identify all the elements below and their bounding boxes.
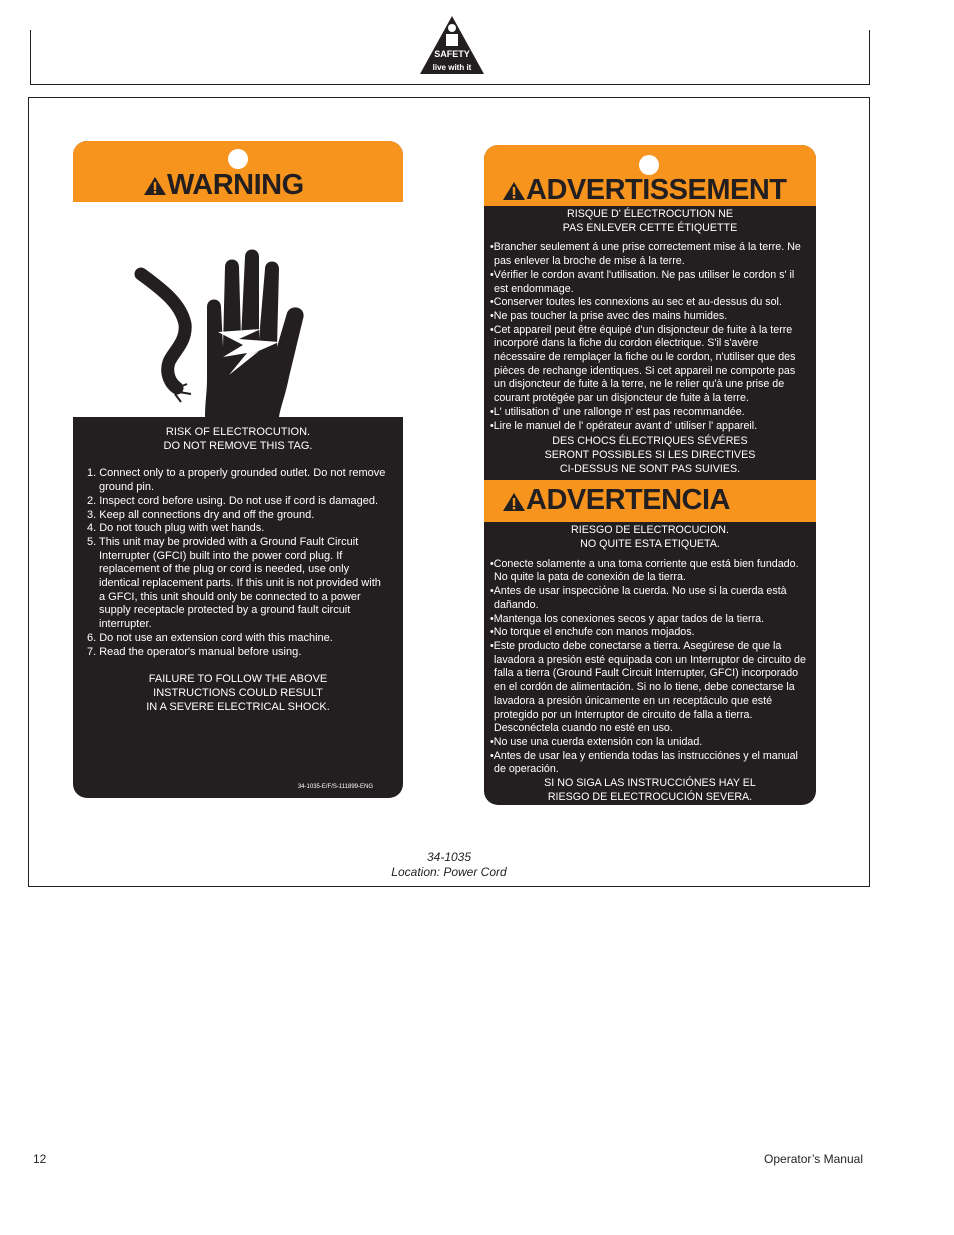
advertencia-title: ADVERTENCIA — [526, 484, 730, 517]
list-item: •Brancher seulement á une prise correctement mise á la terre. Ne pas enlever la broche de mise á la terre. — [490, 241, 801, 268]
warning-body — [73, 417, 403, 714]
list-item: •Conserver toutes les connexions au sec et au-dessus du sol. — [490, 296, 782, 309]
spanish-intro — [490, 524, 810, 551]
spanish-body — [484, 522, 816, 804]
warning-intro — [87, 426, 389, 453]
french-intro-line: PAS ENLEVER CETTE ÉTIQUETTE — [562, 221, 738, 234]
warning-closing-line: IN A SEVERE ELECTRICAL SHOCK. — [146, 700, 330, 713]
advertissement-header-band — [484, 145, 816, 206]
list-item: •Vérifier le cordon avant l'utilisation. Ne pas utiliser le cordon s' il est endommage. — [490, 268, 795, 295]
tag-hole — [228, 149, 248, 169]
warning-intro-line: RISK OF ELECTROCUTION. — [165, 426, 311, 438]
french-closing-line: DES CHOCS ÉLECTRIQUES SÉVÉRES — [552, 435, 748, 448]
list-item: •Conecte solamente a una toma corriente que está bien fundado. No quite la pata de conexión de la tierra. — [490, 557, 799, 584]
warning-closing-line: INSTRUCTIONS COULD RESULT — [153, 686, 323, 699]
french-closing-line: SERONT POSSIBLES SI LES DIRECTIVES — [544, 448, 756, 461]
list-item: •L' utilisation d' une rallonge n' est pas recommandée. — [490, 405, 745, 418]
figure-location: Location: Power Cord — [391, 865, 507, 879]
spanish-closing-line: SI NO SIGA LAS INSTRUCCIÓNES HAY EL — [544, 777, 756, 790]
french-closing-line: CI-DESSUS NE SONT PAS SUIVIES. — [559, 462, 741, 475]
french-closing — [490, 435, 810, 476]
page-number: 12 — [33, 1152, 47, 1166]
list-item: 4. Do not touch plug with wet hands. — [87, 522, 265, 535]
warning-triangle-icon — [502, 181, 526, 201]
safety-logo-icon — [418, 14, 486, 76]
safety-logo-tagline: live with it — [432, 63, 472, 72]
warning-title-row — [143, 169, 304, 202]
warning-closing-line: FAILURE TO FOLLOW THE ABOVE — [148, 673, 328, 686]
spanish-closing-line: RIESGO DE ELECTROCUCIÓN SEVERA. — [547, 790, 753, 803]
french-body — [484, 206, 816, 476]
spanish-intro-line: RIESGO DE ELECTROCUCION. — [571, 524, 729, 537]
french-intro — [490, 208, 810, 235]
tag-hole — [639, 155, 659, 175]
list-item: •No use una cuerda extensión con la unidad. — [490, 735, 703, 748]
advertencia-title-row — [502, 484, 730, 517]
spanish-closing — [490, 777, 810, 804]
list-item: •Este producto debe conectarse a tierra. Asegúrese de que la lavadora a presión esté equipada con un Interruptor de circuito de falla a tierra (Ground Fault Circuit Interrupter, GFCI) incorporado en el cordón de alimentación. Si no lo tiene, debe conectarse la lavadora a presión únicamente en un receptáculo que esté protegido por un Interruptor de circuito de falla a tierra. Desconéctela cuando no esté en uso. — [490, 639, 806, 735]
list-item: •No torque el enchufe con manos mojados. — [490, 626, 695, 639]
warning-tag — [73, 141, 403, 798]
spanish-intro-line: NO QUITE ESTA ETIQUETA. — [580, 538, 720, 551]
list-item: •Lire le manuel de l' opérateur avant d' utiliser l' appareil. — [490, 419, 758, 432]
advertissement-title: ADVERTISSEMENT — [526, 174, 787, 206]
list-item: 1. Connect only to a properly grounded outlet. Do not remove ground pin. — [87, 467, 386, 494]
warning-triangle-icon — [143, 176, 167, 196]
warning-instructions — [87, 467, 389, 659]
spanish-instructions — [490, 558, 810, 777]
warning-triangle-icon — [502, 492, 526, 512]
header-rule-bottom — [30, 84, 870, 85]
list-item: 5. This unit may be provided with a Ground Fault Circuit Interrupter (GFCI) built into the power cord plug. If replacement of the plug or cord is needed, use only identical replacement parts. If this unit is not provided with a GFCI, this unit should only be connected to a power supply receptacle protected by a ground fault circuit interrupter. — [87, 535, 381, 631]
electrocution-pictogram — [73, 202, 403, 417]
electrocution-hand-icon — [73, 202, 403, 417]
safety-logo-text: SAFETY — [434, 49, 470, 59]
french-intro-line: RISQUE D' ÉLECTROCUTION NE — [567, 208, 733, 220]
header-rule-left — [30, 30, 31, 84]
advertencia-header-band — [484, 480, 816, 522]
bilingual-tag — [484, 145, 816, 805]
warning-closing — [87, 673, 389, 714]
list-item: 3. Keep all connections dry and off the ground. — [87, 508, 315, 521]
list-item: •Antes de usar inspecciόne la cuerda. No use si la cuerda està dañando. — [490, 585, 787, 611]
list-item: 7. Read the operator's manual before using. — [87, 645, 302, 658]
list-item: 6. Do not use an extension cord with this machine. — [87, 631, 333, 644]
figure-part-number: 34-1035 — [426, 850, 472, 864]
advertissement-title-row — [502, 174, 786, 207]
list-item: •Cet appareil peut être équipé d'un disjoncteur de fuite à la terre incorporé dans la fiche du cordon électrique. S'il s'avère nécessaire de remplaçer la fiche ou le cordon, n'utiliser que des pièces de rechange identiques. Si cet appareil ne comporte pas un disjoncteur de fuite à la terre, ne le relier qu'à une prise de courant protégée par un disjoncteur de fuite à la terre. — [490, 323, 796, 405]
warning-intro-line: DO NOT REMOVE THIS TAG. — [163, 439, 313, 452]
warning-title: WARNING — [167, 169, 304, 201]
list-item: •Antes de usar lea y entienda todas las instrucciónes y el manual de operación. — [490, 749, 798, 776]
list-item: 2. Inspect cord before using. Do not use if cord is damaged. — [87, 494, 379, 507]
list-item: •Ne pas toucher la prise avec des mains humides. — [490, 309, 728, 322]
list-item: •Mantenga los conexiones secos y apar tados de la tierra. — [490, 612, 765, 625]
warning-header-band — [73, 141, 403, 202]
manual-title: Operator’s Manual — [764, 1152, 863, 1166]
tag-code: 34-1035-E/F/S-111899-ENG — [297, 784, 373, 790]
header-rule-right — [869, 30, 870, 84]
french-instructions — [490, 241, 810, 433]
